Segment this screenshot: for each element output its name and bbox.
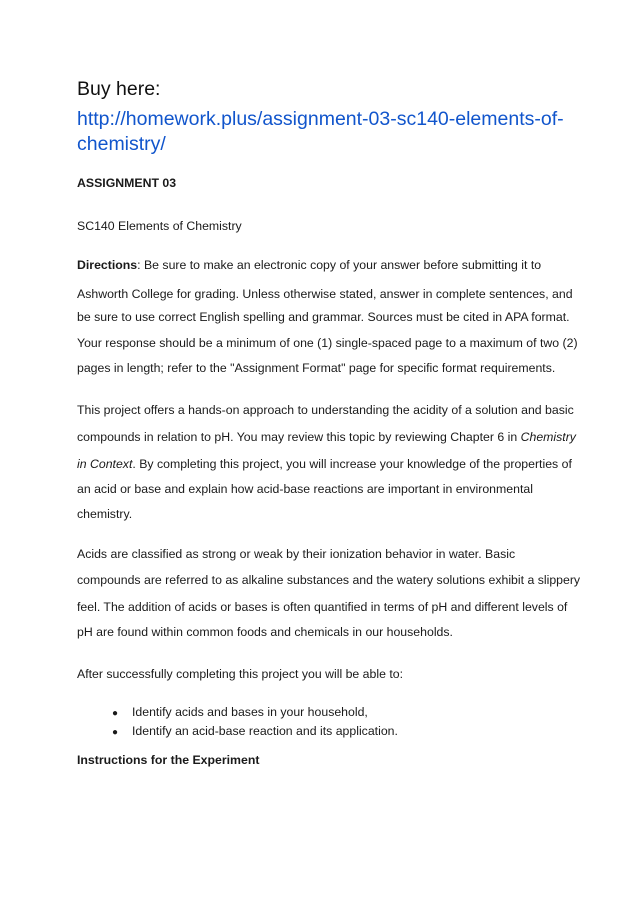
book-title-part-2: in Context [77, 457, 133, 471]
directions-line-2: Ashworth College for grading. Unless otherwise stated, answer in complete sentences, and [77, 287, 573, 301]
project-line-3-text: . By completing this project, you will increase your knowledge of the properties of [132, 457, 572, 471]
objective-text: Identify an acid-base reaction and its application. [132, 724, 398, 738]
bullet-icon: ● [112, 727, 119, 738]
directions-line-5: pages in length; refer to the "Assignment Format" page for specific format requirements. [77, 361, 556, 375]
book-title-part-1: Chemistry [520, 430, 576, 444]
acids-line-2: compounds are referred to as alkaline substances and the watery solutions exhibit a slippery [77, 573, 581, 587]
assignment-title: ASSIGNMENT 03 [77, 176, 177, 190]
directions-line-4: Your response should be a minimum of one (1) single-spaced page to a maximum of two (2) [77, 336, 578, 350]
purchase-link-line-1[interactable]: http://homework.plus/assignment-03-sc140-elements-of- [77, 108, 564, 130]
directions-text: : Be sure to make an electronic copy of your answer before submitting it to [137, 258, 542, 272]
course-name: SC140 Elements of Chemistry [77, 219, 242, 233]
directions-line-3: be sure to use correct English spelling and grammar. Sources must be cited in APA format. [77, 310, 570, 324]
acids-line-3: feel. The addition of acids or bases is often quantified in terms of pH and different levels of [77, 600, 568, 614]
project-line-2-text: compounds in relation to pH. You may review this topic by reviewing Chapter 6 in [77, 430, 521, 444]
project-line-3 [77, 457, 572, 471]
list-item [77, 705, 597, 724]
list-item [77, 724, 597, 743]
purchase-link-line-2[interactable]: chemistry/ [77, 133, 166, 155]
objectives-list [77, 705, 597, 743]
project-line-5: chemistry. [77, 507, 133, 521]
objectives-intro: After successfully completing this project you will be able to: [77, 667, 404, 681]
directions-line-1 [77, 258, 541, 272]
project-line-1: This project offers a hands‑on approach to understanding the acidity of a solution and basic [77, 403, 574, 417]
instructions-heading: Instructions for the Experiment [77, 753, 260, 767]
acids-line-1: Acids are classified as strong or weak by their ionization behavior in water. Basic [77, 547, 516, 561]
project-line-2 [77, 430, 576, 444]
buy-here-label: Buy here: [77, 78, 161, 100]
directions-label: Directions [77, 258, 138, 272]
bullet-icon: ● [112, 708, 119, 719]
objective-text: Identify acids and bases in your household, [132, 705, 368, 719]
project-line-4: an acid or base and explain how acid‑base reactions are important in environmental [77, 482, 533, 496]
acids-line-4: pH are found within common foods and chemicals in our households. [77, 625, 453, 639]
